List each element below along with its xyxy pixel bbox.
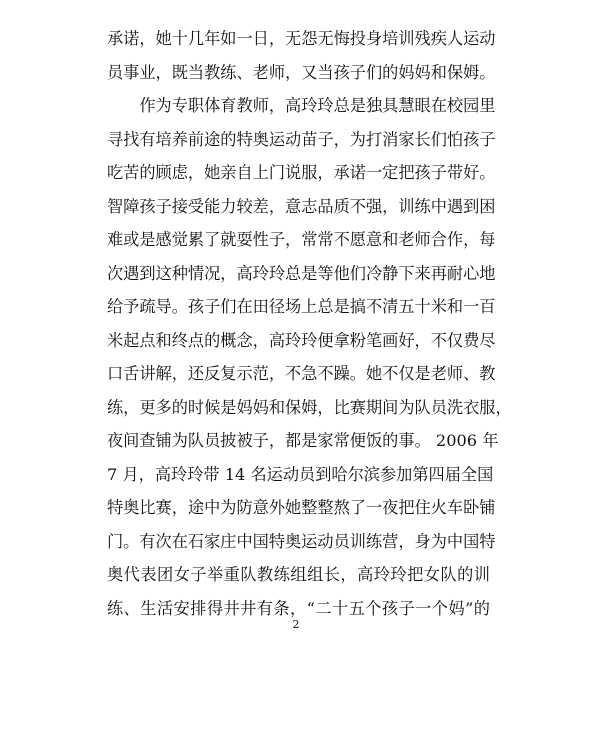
text-line: 员事业，既当教练、老师，又当孩子们的妈妈和保姆。 bbox=[107, 62, 496, 82]
text-line: 7 月，高玲玲带 14 名运动员到哈尔滨参加第四届全国 bbox=[107, 464, 494, 484]
text-line: 次遇到这种情况，高玲玲总是等他们冷静下来再耐心地 bbox=[107, 263, 496, 283]
text-line: 夜间查铺为队员披被子，都是家常便饭的事。 2006 年 bbox=[107, 431, 499, 450]
text-line: 作为专职体育教师，高玲玲总是独具慧眼在校园里 bbox=[107, 96, 496, 115]
text-line: 寻找有培养前途的特奥运动苗子，为打消家长们怕孩子 bbox=[107, 129, 496, 149]
body-text bbox=[107, 22, 512, 625]
text-line: 口舌讲解，还反复示范，不急不躁。她不仅是老师、教 bbox=[107, 364, 496, 383]
text-line: 难或是感觉累了就耍性子，常常不愿意和老师合作，每 bbox=[107, 230, 496, 249]
text-line: 特奥比赛，途中为防意外她整整熬了一夜把住火车卧铺 bbox=[107, 498, 496, 517]
text-line: 智障孩子接受能力较差，意志品质不强，训练中遇到困 bbox=[107, 196, 496, 216]
text-line: 门。有次在石家庄中国特奥运动员训练营，身为中国特 bbox=[107, 531, 496, 551]
text-line: 吃苦的顾虑，她亲自上门说服，承诺一定把孩子带好。 bbox=[107, 163, 496, 182]
text-line: 练、生活安排得井井有条，“二十五个孩子一个妈”的 bbox=[107, 598, 490, 618]
text-line: 练，更多的时候是妈妈和保姆，比赛期间为队员洗衣服， bbox=[107, 397, 512, 417]
text-line: 米起点和终点的概念，高玲玲便拿粉笔画好，不仅费尽 bbox=[107, 330, 496, 350]
text-line: 承诺，她十几年如一日，无怨无悔投身培训残疾人运动 bbox=[107, 29, 496, 48]
text-line: 奥代表团女子举重队教练组组长，高玲玲把女队的训 bbox=[107, 565, 490, 584]
page-number: 2 bbox=[292, 618, 300, 631]
text-line: 给予疏导。孩子们在田径场上总是搞不清五十米和一百 bbox=[107, 297, 496, 316]
